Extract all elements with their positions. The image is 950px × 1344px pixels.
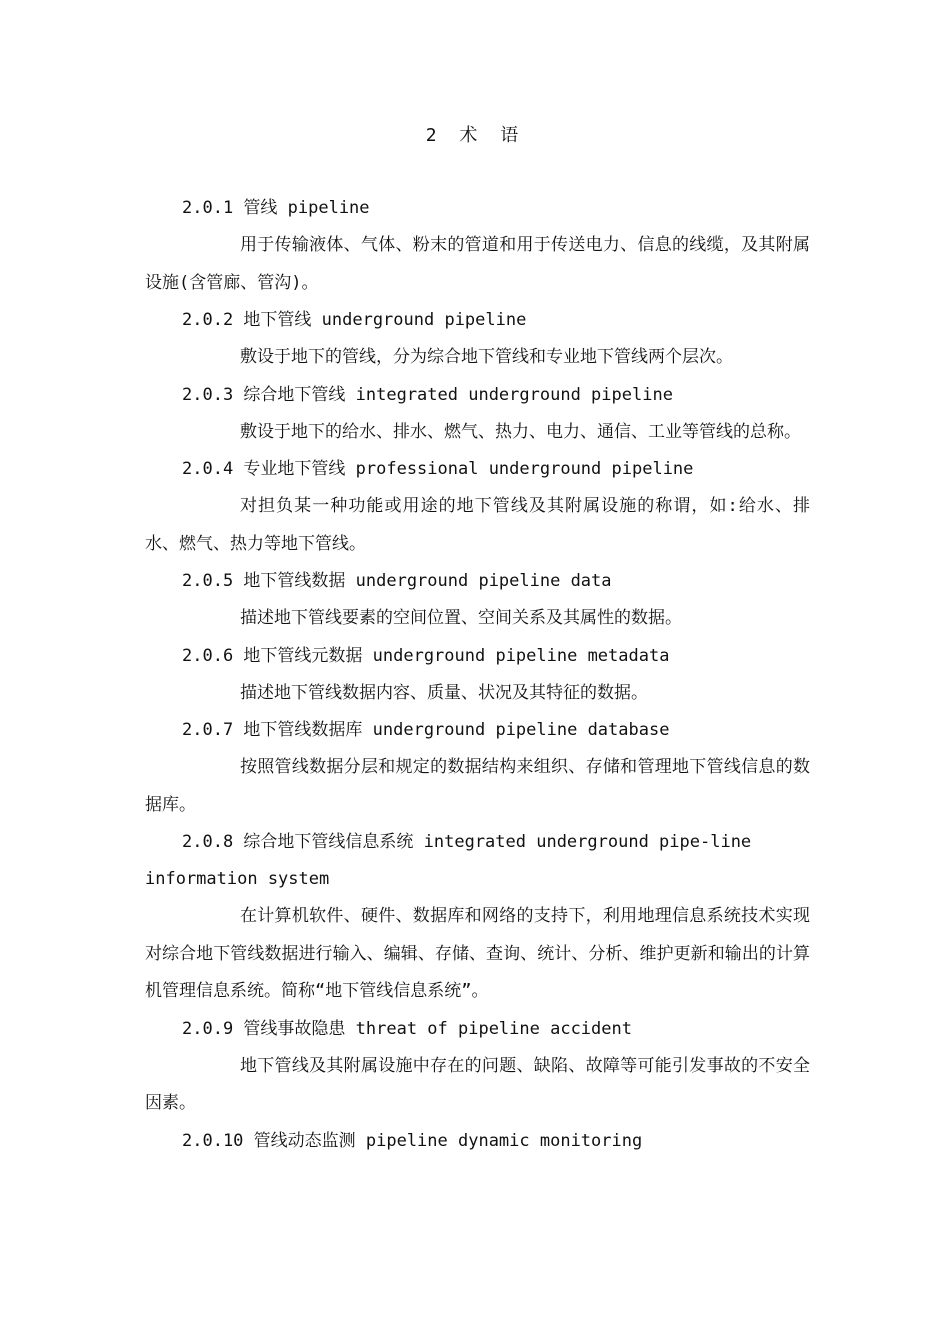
term-heading-2-0-10: 2.0.10 管线动态监测 pipeline dynamic monitoring: [182, 1130, 643, 1151]
term-definition-2-0-5: 描述地下管线要素的空间位置、空间关系及其属性的数据。: [240, 608, 682, 628]
term-heading-2-0-4: 2.0.4 专业地下管线 professional underground pipeline: [182, 459, 694, 479]
term-heading-2-0-5: 2.0.5 地下管线数据 underground pipeline data: [182, 571, 612, 591]
term-definition-2-0-7: 按照管线数据分层和规定的数据结构来组织、存储和管理地下管线信息的数据库。: [145, 757, 810, 815]
term-heading-2-0-9: 2.0.9 管线事故隐患 threat of pipeline accident: [182, 1018, 632, 1039]
term-heading-2-0-1: 2.0.1 管线 pipeline: [182, 198, 370, 218]
term-definition-2-0-2: 敷设于地下的管线，分为综合地下管线和专业地下管线两个层次。: [240, 347, 733, 367]
term-definition-2-0-3: 敷设于地下的给水、排水、燃气、热力、电力、通信、工业等管线的总称。: [240, 421, 801, 442]
term-heading-2-0-6: 2.0.6 地下管线元数据 underground pipeline metadata: [182, 645, 670, 666]
terms-list: [145, 190, 810, 1160]
term-heading-2-0-2: 2.0.2 地下管线 underground pipeline: [182, 310, 527, 330]
term-heading-2-0-3: 2.0.3 综合地下管线 integrated underground pipeline: [182, 384, 673, 405]
term-definition-2-0-8: 在计算机软件、硬件、数据库和网络的支持下，利用地理信息系统技术实现对综合地下管线数据进行输入、编辑、存储、查询、统计、分析、维护更新和输出的计算机管理信息系统。简称“地下管线信息系统”。: [145, 906, 810, 1001]
term-definition-2-0-4: 对担负某一种功能或用途的地下管线及其附属设施的称谓，如:给水、排水、燃气、热力等地下管线。: [145, 496, 810, 554]
term-definition-2-0-9: 地下管线及其附属设施中存在的问题、缺陷、故障等可能引发事故的不安全因素。: [145, 1055, 810, 1113]
term-definition-2-0-1: 用于传输液体、气体、粉末的管道和用于传送电力、信息的线缆，及其附属设施(含管廊、管沟)。: [145, 235, 810, 293]
term-heading-2-0-7: 2.0.7 地下管线数据库 underground pipeline database: [182, 720, 670, 740]
section-title: 2 术 语: [425, 125, 525, 146]
term-definition-2-0-6: 描述地下管线数据内容、质量、状况及其特征的数据。: [240, 682, 648, 703]
term-heading-2-0-8: 2.0.8 综合地下管线信息系统 integrated underground pipe-line information system: [145, 832, 752, 889]
